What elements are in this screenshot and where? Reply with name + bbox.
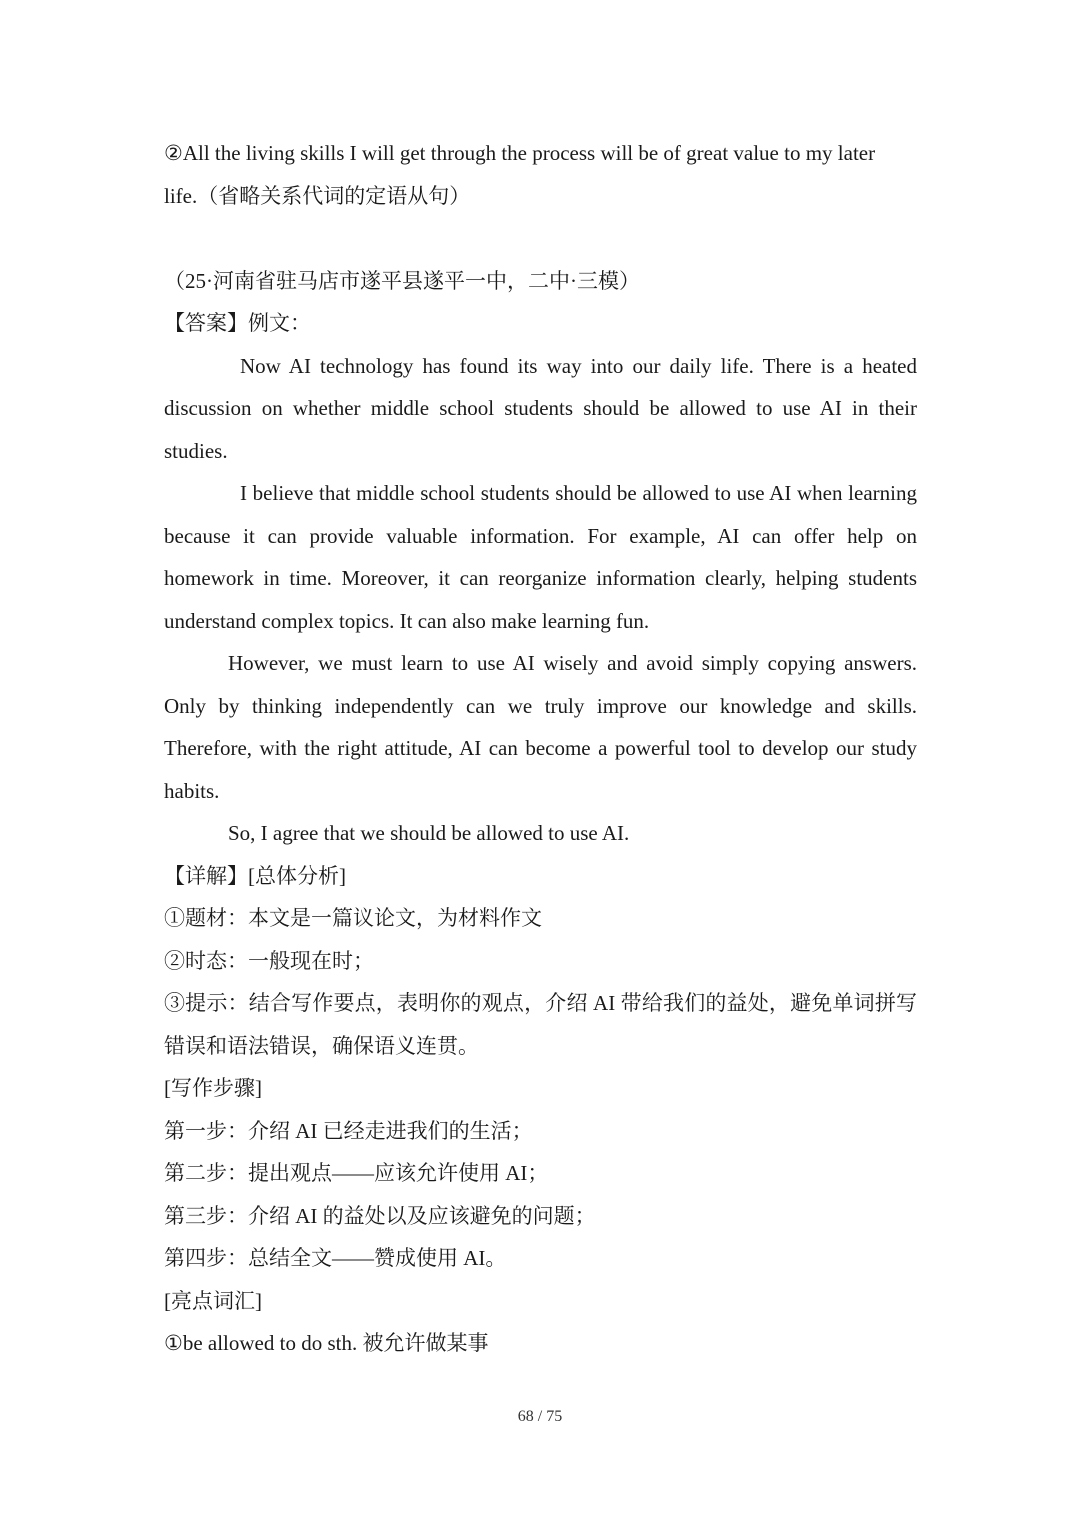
essay-paragraph-1: Now AI technology has found its way into our daily life. There is a heated discussion on whether middle school students should be allowed to use AI in their studies. — [164, 353, 917, 463]
step-item: 第一步：介绍 AI 已经走进我们的生活； — [164, 1118, 533, 1143]
analysis-item: ③提示：结合写作要点，表明你的观点，介绍 AI 带给我们的益处，避免单词拼写错误和语法错误，确保语义连贯。 — [164, 991, 917, 1058]
text-line: life.（省略关系代词的定语从句） — [164, 183, 471, 208]
source-heading: （25·河南省驻马店市遂平县遂平一中，二中·三模） — [164, 268, 640, 293]
vocab-heading: [亮点词汇] — [164, 1288, 262, 1313]
step-item: 第二步：提出观点——应该允许使用 AI； — [164, 1161, 549, 1185]
analysis-item: ①题材：本文是一篇议论文，为材料作文 — [164, 906, 542, 930]
analysis-item: ②时态：一般现在时； — [164, 948, 374, 973]
steps-heading: [写作步骤] — [164, 1076, 262, 1100]
page-number: 68 / 75 — [517, 1408, 563, 1425]
vocab-item: ①be allowed to do sth. 被允许做某事 — [164, 1331, 489, 1355]
analysis-heading: 【详解】[总体分析] — [164, 863, 346, 888]
essay-paragraph-2: I believe that middle school students should be allowed to use AI when learning because it can provide valuable information. For example, AI can offer help on homework in time. Moreover, it can reorganize information clearly, helping students understand complex topics. It can also make learning fun. — [164, 481, 917, 633]
text-line: ②All the living skills I will get through the process will be of great value to my later — [164, 141, 876, 165]
essay-paragraph-3: However, we must learn to use AI wisely and avoid simply copying answers. Only by thinking independently can we truly improve our knowledge and skills. Therefore, with the right attitude, AI can become a powerful tool to develop our study habits. — [164, 651, 917, 803]
essay-paragraph-4: So, I agree that we should be allowed to use AI. — [228, 821, 630, 845]
step-item: 第三步：介绍 AI 的益处以及应该避免的问题； — [164, 1203, 596, 1228]
answer-label: 【答案】例文： — [164, 311, 311, 335]
step-item: 第四步：总结全文——赞成使用 AI。 — [164, 1246, 507, 1270]
blank-line — [164, 217, 917, 260]
page-content — [164, 132, 917, 1365]
